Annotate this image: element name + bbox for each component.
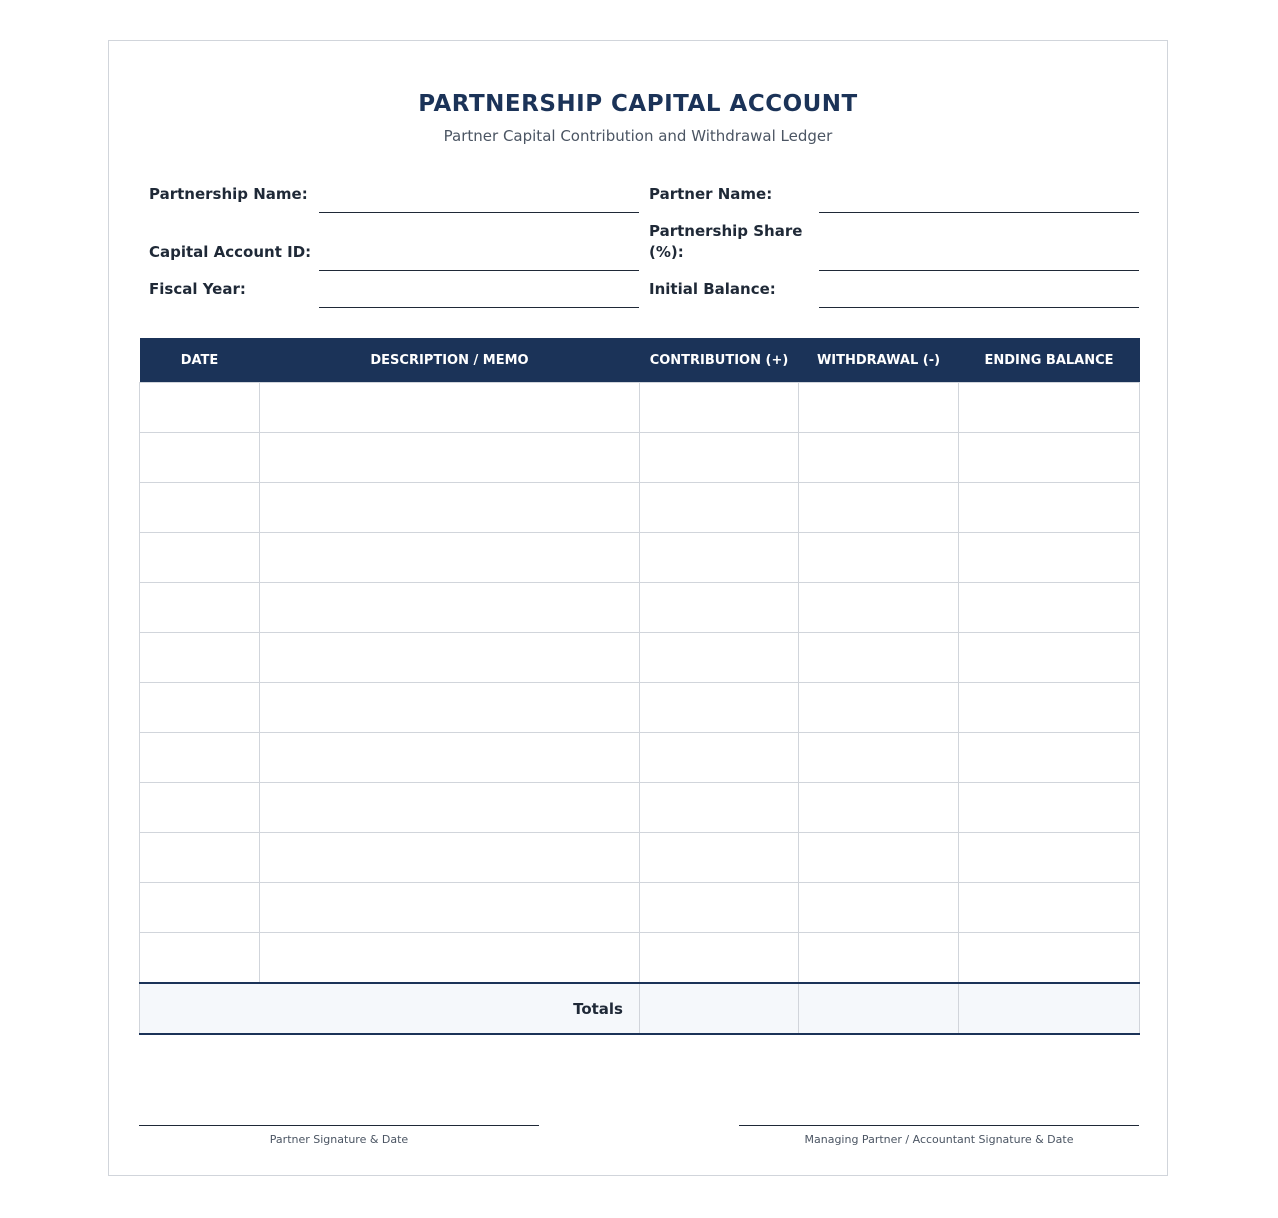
description-cell[interactable] (260, 933, 640, 984)
contribution-cell[interactable] (640, 783, 799, 833)
table-row (140, 783, 1140, 833)
fiscal-year-field[interactable] (319, 307, 639, 308)
date-cell[interactable] (140, 783, 260, 833)
partner-name-label: Partner Name: (649, 185, 773, 203)
partner-signature-label: Partner Signature & Date (269, 1133, 409, 1146)
initial-balance-label: Initial Balance: (649, 280, 776, 298)
date-cell[interactable] (140, 883, 260, 933)
withdrawal-cell[interactable] (799, 633, 959, 683)
page-title: PARTNERSHIP CAPITAL ACCOUNT (418, 91, 858, 117)
ending-balance-cell[interactable] (959, 733, 1140, 783)
contribution-cell[interactable] (640, 933, 799, 984)
table-row (140, 683, 1140, 733)
contribution-cell[interactable] (640, 733, 799, 783)
partnership-name-field[interactable] (319, 212, 639, 213)
withdrawal-cell[interactable] (799, 933, 959, 984)
date-cell[interactable] (140, 533, 260, 583)
contribution-cell[interactable] (640, 583, 799, 633)
ending-balance-cell[interactable] (959, 433, 1140, 483)
capital-account-id-label: Capital Account ID: (149, 243, 312, 261)
withdrawal-cell[interactable] (799, 883, 959, 933)
date-cell[interactable] (140, 833, 260, 883)
date-cell[interactable] (140, 933, 260, 984)
description-cell[interactable] (260, 483, 640, 533)
withdrawal-cell[interactable] (799, 733, 959, 783)
withdrawal-cell[interactable] (799, 483, 959, 533)
table-row (140, 583, 1140, 633)
contribution-cell[interactable] (640, 833, 799, 883)
description-cell[interactable] (260, 733, 640, 783)
total-ending-balance-cell[interactable] (959, 983, 1140, 1034)
date-cell[interactable] (140, 433, 260, 483)
contribution-cell[interactable] (640, 483, 799, 533)
contribution-cell[interactable] (640, 383, 799, 433)
description-cell[interactable] (260, 883, 640, 933)
ending-balance-cell[interactable] (959, 533, 1140, 583)
description-cell[interactable] (260, 783, 640, 833)
column-header-withdrawal: WITHDRAWAL (-) (799, 338, 959, 383)
description-cell[interactable] (260, 433, 640, 483)
withdrawal-cell[interactable] (799, 433, 959, 483)
ending-balance-cell[interactable] (959, 583, 1140, 633)
table-row (140, 733, 1140, 783)
partner-signature-line[interactable] (139, 1125, 539, 1126)
table-row (140, 533, 1140, 583)
capital-account-sheet (108, 40, 1168, 1176)
total-withdrawal-cell[interactable] (799, 983, 959, 1034)
description-cell[interactable] (260, 633, 640, 683)
total-contribution-cell[interactable] (640, 983, 799, 1034)
withdrawal-cell[interactable] (799, 583, 959, 633)
column-header-contribution: CONTRIBUTION (+) (640, 338, 799, 383)
description-cell[interactable] (260, 533, 640, 583)
table-row (140, 383, 1140, 433)
date-cell[interactable] (140, 683, 260, 733)
withdrawal-cell[interactable] (799, 783, 959, 833)
date-cell[interactable] (140, 383, 260, 433)
ending-balance-cell[interactable] (959, 933, 1140, 984)
ledger-table (139, 338, 1140, 1035)
description-cell[interactable] (260, 383, 640, 433)
table-row (140, 633, 1140, 683)
contribution-cell[interactable] (640, 633, 799, 683)
date-cell[interactable] (140, 483, 260, 533)
partnership-share-field[interactable] (819, 270, 1139, 271)
contribution-cell[interactable] (640, 883, 799, 933)
managing-signature-line[interactable] (739, 1125, 1139, 1126)
column-header-date: DATE (140, 338, 260, 383)
partner-name-field[interactable] (819, 212, 1139, 213)
ending-balance-cell[interactable] (959, 883, 1140, 933)
description-cell[interactable] (260, 833, 640, 883)
table-row (140, 833, 1140, 883)
totals-row (140, 983, 1140, 1034)
contribution-cell[interactable] (640, 683, 799, 733)
ending-balance-cell[interactable] (959, 483, 1140, 533)
column-header-ending-balance: ENDING BALANCE (959, 338, 1140, 383)
withdrawal-cell[interactable] (799, 533, 959, 583)
table-row (140, 933, 1140, 984)
ending-balance-cell[interactable] (959, 783, 1140, 833)
ledger-body (140, 383, 1140, 984)
ledger-header-row (140, 338, 1140, 383)
page-subtitle: Partner Capital Contribution and Withdrawal Ledger (443, 127, 833, 145)
withdrawal-cell[interactable] (799, 683, 959, 733)
description-cell[interactable] (260, 683, 640, 733)
capital-account-id-field[interactable] (319, 270, 639, 271)
partnership-name-label: Partnership Name: (149, 185, 308, 203)
contribution-cell[interactable] (640, 433, 799, 483)
date-cell[interactable] (140, 733, 260, 783)
managing-signature-label: Managing Partner / Accountant Signature & Date (804, 1133, 1074, 1146)
ending-balance-cell[interactable] (959, 633, 1140, 683)
ending-balance-cell[interactable] (959, 383, 1140, 433)
description-cell[interactable] (260, 583, 640, 633)
totals-label: Totals (140, 983, 640, 1034)
partnership-share-label: Partnership Share (%): (649, 222, 803, 261)
table-row (140, 883, 1140, 933)
ending-balance-cell[interactable] (959, 683, 1140, 733)
column-header-description: DESCRIPTION / MEMO (260, 338, 640, 383)
contribution-cell[interactable] (640, 533, 799, 583)
initial-balance-field[interactable] (819, 307, 1139, 308)
withdrawal-cell[interactable] (799, 833, 959, 883)
table-row (140, 433, 1140, 483)
fiscal-year-label: Fiscal Year: (149, 280, 246, 298)
withdrawal-cell[interactable] (799, 383, 959, 433)
table-row (140, 483, 1140, 533)
ending-balance-cell[interactable] (959, 833, 1140, 883)
date-cell[interactable] (140, 633, 260, 683)
date-cell[interactable] (140, 583, 260, 633)
